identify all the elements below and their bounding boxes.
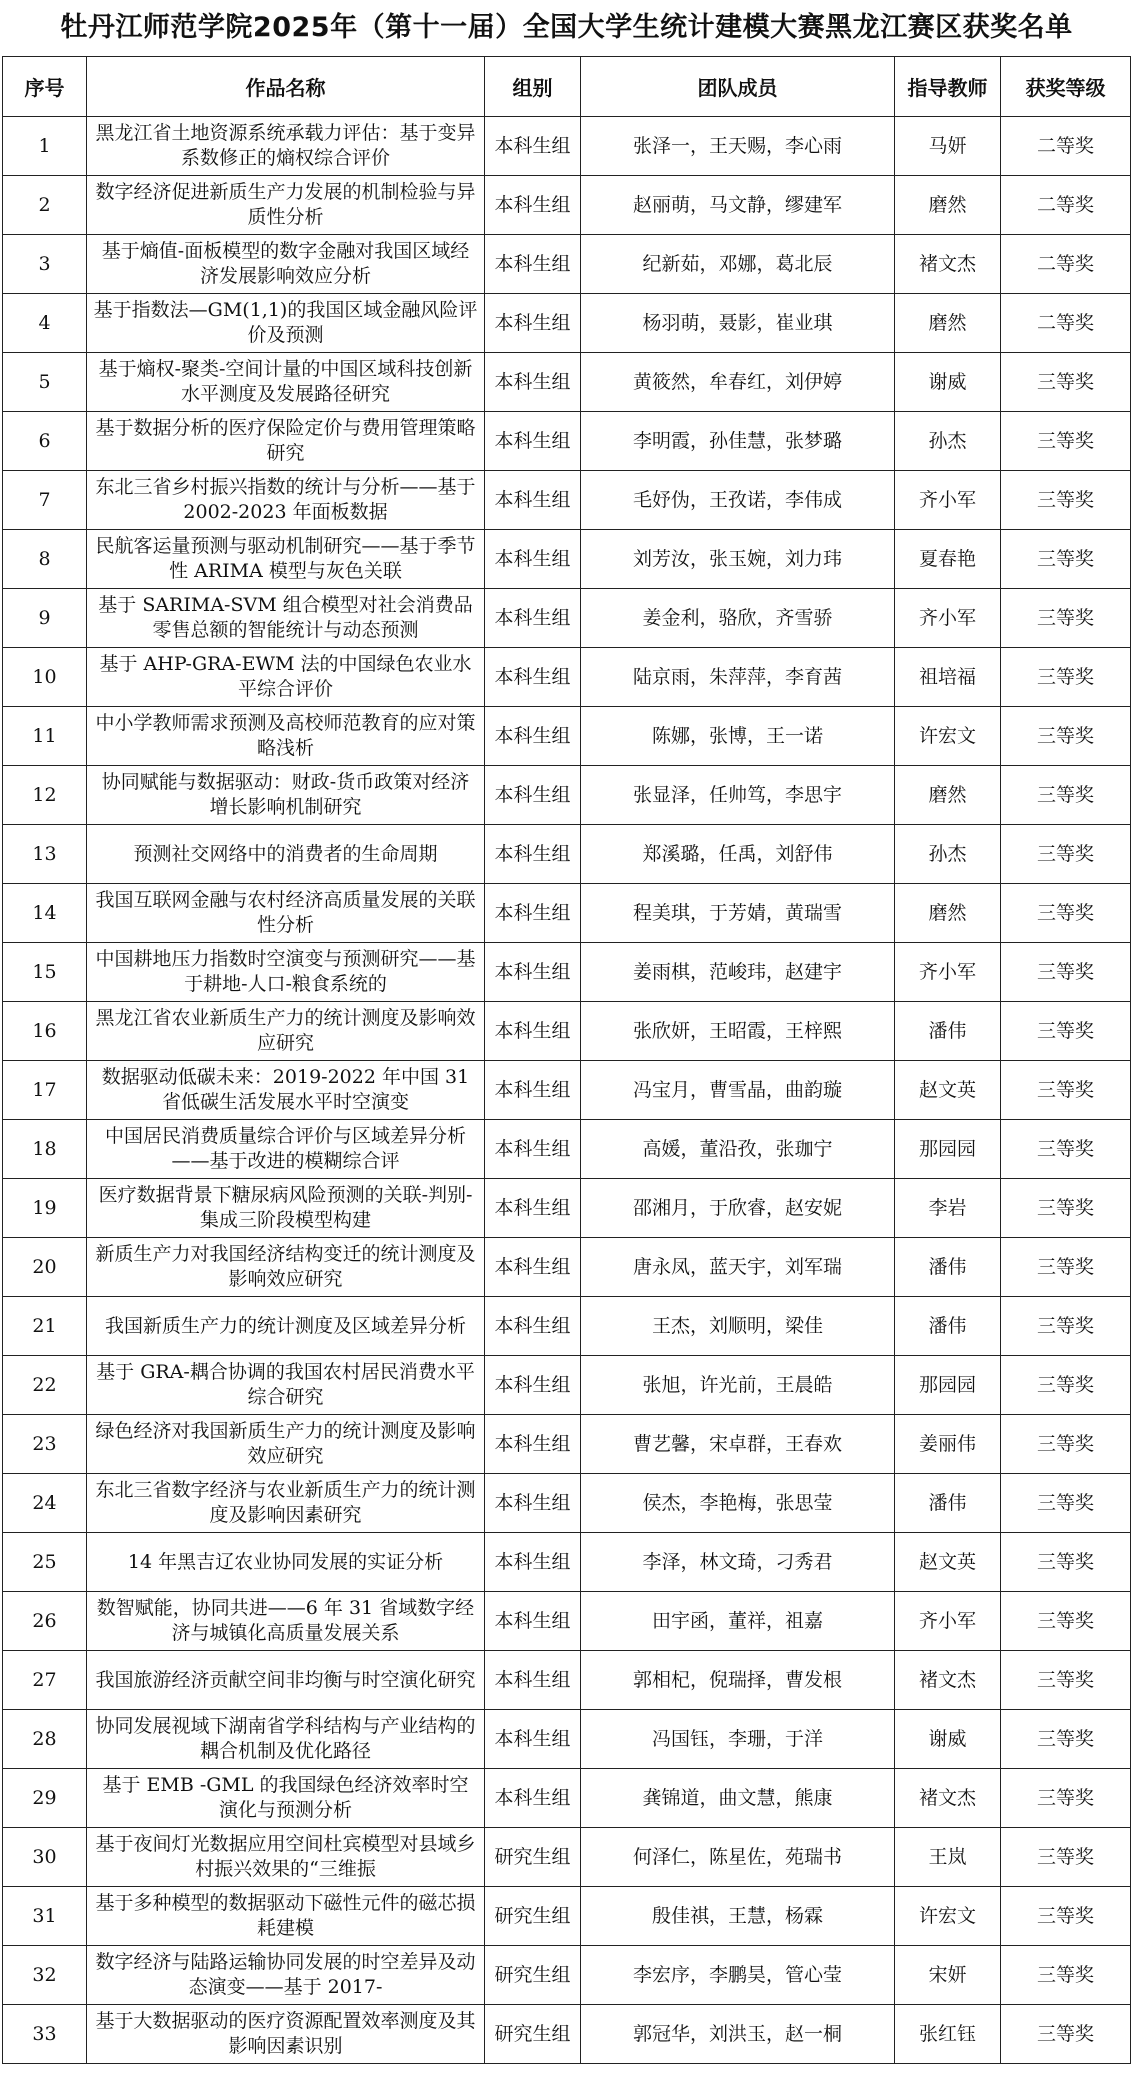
row-number: 31	[3, 1887, 87, 1946]
work-title: 中小学教师需求预测及高校师范教育的应对策略浅析	[87, 707, 485, 766]
advisor: 谢威	[895, 1710, 1001, 1769]
group-cell: 本科生组	[485, 707, 581, 766]
team-members: 黄筱然，牟春红，刘伊婷	[581, 353, 895, 412]
work-title: 协同发展视域下湖南省学科结构与产业结构的耦合机制及优化路径	[87, 1710, 485, 1769]
group-cell: 本科生组	[485, 176, 581, 235]
work-title: 黑龙江省土地资源系统承载力评估：基于变异系数修正的熵权综合评价	[87, 117, 485, 176]
group-cell: 本科生组	[485, 1356, 581, 1415]
work-title: 基于数据分析的医疗保险定价与费用管理策略研究	[87, 412, 485, 471]
team-members: 纪新茹，邓娜，葛北辰	[581, 235, 895, 294]
award-level: 三等奖	[1001, 1179, 1131, 1238]
advisor: 磨然	[895, 884, 1001, 943]
group-cell: 研究生组	[485, 1946, 581, 2005]
group-cell: 研究生组	[485, 2005, 581, 2064]
team-members: 赵丽萌，马文静，缪建军	[581, 176, 895, 235]
table-row	[3, 1474, 1131, 1533]
group-cell: 本科生组	[485, 117, 581, 176]
team-members: 程美琪，于芳婧，黄瑞雪	[581, 884, 895, 943]
header-team-members: 团队成员	[581, 57, 895, 117]
row-number: 24	[3, 1474, 87, 1533]
group-cell: 本科生组	[485, 530, 581, 589]
award-level: 三等奖	[1001, 1356, 1131, 1415]
award-level: 三等奖	[1001, 1887, 1131, 1946]
row-number: 8	[3, 530, 87, 589]
award-level: 三等奖	[1001, 943, 1131, 1002]
group-cell: 本科生组	[485, 943, 581, 1002]
work-title: 数据驱动低碳未来：2019-2022 年中国 31 省低碳生活发展水平时空演变	[87, 1061, 485, 1120]
group-cell: 本科生组	[485, 1002, 581, 1061]
table-row	[3, 943, 1131, 1002]
advisor: 那园园	[895, 1356, 1001, 1415]
group-cell: 本科生组	[485, 353, 581, 412]
row-number: 2	[3, 176, 87, 235]
group-cell: 本科生组	[485, 884, 581, 943]
group-cell: 本科生组	[485, 471, 581, 530]
advisor: 宋妍	[895, 1946, 1001, 2005]
row-number: 20	[3, 1238, 87, 1297]
table-row	[3, 1592, 1131, 1651]
award-level: 三等奖	[1001, 707, 1131, 766]
award-level: 三等奖	[1001, 1238, 1131, 1297]
table-row	[3, 176, 1131, 235]
team-members: 张显泽，任帅笃，李思宇	[581, 766, 895, 825]
team-members: 田宇函，董祥，祖嘉	[581, 1592, 895, 1651]
group-cell: 本科生组	[485, 1061, 581, 1120]
award-level: 三等奖	[1001, 412, 1131, 471]
table-row	[3, 294, 1131, 353]
row-number: 1	[3, 117, 87, 176]
table-row	[3, 1297, 1131, 1356]
work-title: 数字经济促进新质生产力发展的机制检验与异质性分析	[87, 176, 485, 235]
award-level: 三等奖	[1001, 471, 1131, 530]
group-cell: 研究生组	[485, 1828, 581, 1887]
row-number: 11	[3, 707, 87, 766]
row-number: 32	[3, 1946, 87, 2005]
work-title: 14 年黑吉辽农业协同发展的实证分析	[87, 1533, 485, 1592]
work-title: 我国旅游经济贡献空间非均衡与时空演化研究	[87, 1651, 485, 1710]
team-members: 李宏序，李鹏昊，管心莹	[581, 1946, 895, 2005]
award-level: 三等奖	[1001, 1415, 1131, 1474]
row-number: 9	[3, 589, 87, 648]
award-level: 二等奖	[1001, 235, 1131, 294]
row-number: 7	[3, 471, 87, 530]
row-number: 12	[3, 766, 87, 825]
work-title: 民航客运量预测与驱动机制研究——基于季节性 ARIMA 模型与灰色关联	[87, 530, 485, 589]
group-cell: 本科生组	[485, 1769, 581, 1828]
table-row	[3, 1002, 1131, 1061]
team-members: 张欣妍，王昭霞，王梓熙	[581, 1002, 895, 1061]
advisor: 褚文杰	[895, 1651, 1001, 1710]
award-level: 三等奖	[1001, 1710, 1131, 1769]
advisor: 祖培福	[895, 648, 1001, 707]
advisor: 褚文杰	[895, 235, 1001, 294]
award-level: 三等奖	[1001, 648, 1131, 707]
team-members: 郭相杞，倪瑞择，曹发根	[581, 1651, 895, 1710]
row-number: 6	[3, 412, 87, 471]
team-members: 高媛，董沿孜，张珈宁	[581, 1120, 895, 1179]
work-title: 预测社交网络中的消费者的生命周期	[87, 825, 485, 884]
table-row	[3, 1356, 1131, 1415]
table-row	[3, 353, 1131, 412]
award-level: 二等奖	[1001, 294, 1131, 353]
group-cell: 本科生组	[485, 1238, 581, 1297]
team-members: 曹艺馨，宋卓群，王春欢	[581, 1415, 895, 1474]
award-level: 三等奖	[1001, 1592, 1131, 1651]
award-level: 三等奖	[1001, 2005, 1131, 2064]
work-title: 东北三省数字经济与农业新质生产力的统计测度及影响因素研究	[87, 1474, 485, 1533]
table-row	[3, 412, 1131, 471]
group-cell: 本科生组	[485, 412, 581, 471]
row-number: 14	[3, 884, 87, 943]
table-row	[3, 117, 1131, 176]
work-title: 新质生产力对我国经济结构变迁的统计测度及影响效应研究	[87, 1238, 485, 1297]
group-cell: 研究生组	[485, 1887, 581, 1946]
table-row	[3, 707, 1131, 766]
work-title: 基于 EMB -GML 的我国绿色经济效率时空演化与预测分析	[87, 1769, 485, 1828]
award-table	[2, 56, 1131, 2064]
advisor: 磨然	[895, 176, 1001, 235]
group-cell: 本科生组	[485, 1297, 581, 1356]
table-row	[3, 471, 1131, 530]
document-title: 牡丹江师范学院2025年（第十一届）全国大学生统计建模大赛黑龙江赛区获奖名单	[60, 12, 1073, 43]
table-row	[3, 2005, 1131, 2064]
award-level: 三等奖	[1001, 766, 1131, 825]
team-members: 张泽一，王天赐，李心雨	[581, 117, 895, 176]
header-award-level: 获奖等级	[1001, 57, 1131, 117]
row-number: 30	[3, 1828, 87, 1887]
team-members: 陈娜，张博，王一诺	[581, 707, 895, 766]
team-members: 唐永凤，蓝天宇，刘军瑞	[581, 1238, 895, 1297]
header-group: 组别	[485, 57, 581, 117]
row-number: 23	[3, 1415, 87, 1474]
group-cell: 本科生组	[485, 235, 581, 294]
work-title: 中国耕地压力指数时空演变与预测研究——基于耕地-人口-粮食系统的	[87, 943, 485, 1002]
row-number: 21	[3, 1297, 87, 1356]
advisor: 齐小军	[895, 589, 1001, 648]
advisor: 孙杰	[895, 825, 1001, 884]
row-number: 10	[3, 648, 87, 707]
award-level: 三等奖	[1001, 1828, 1131, 1887]
row-number: 28	[3, 1710, 87, 1769]
group-cell: 本科生组	[485, 1710, 581, 1769]
advisor: 那园园	[895, 1120, 1001, 1179]
advisor: 齐小军	[895, 943, 1001, 1002]
team-members: 何泽仁，陈星佐，苑瑞书	[581, 1828, 895, 1887]
row-number: 5	[3, 353, 87, 412]
award-level: 三等奖	[1001, 1651, 1131, 1710]
award-level: 三等奖	[1001, 1533, 1131, 1592]
work-title: 基于大数据驱动的医疗资源配置效率测度及其影响因素识别	[87, 2005, 485, 2064]
group-cell: 本科生组	[485, 825, 581, 884]
group-cell: 本科生组	[485, 1651, 581, 1710]
row-number: 15	[3, 943, 87, 1002]
advisor: 潘伟	[895, 1297, 1001, 1356]
advisor: 潘伟	[895, 1474, 1001, 1533]
advisor: 潘伟	[895, 1238, 1001, 1297]
advisor: 李岩	[895, 1179, 1001, 1238]
advisor: 赵文英	[895, 1061, 1001, 1120]
advisor: 褚文杰	[895, 1769, 1001, 1828]
team-members: 李泽，林文琦，刁秀君	[581, 1533, 895, 1592]
row-number: 3	[3, 235, 87, 294]
group-cell: 本科生组	[485, 766, 581, 825]
group-cell: 本科生组	[485, 1474, 581, 1533]
team-members: 毛妤伪，王孜诺，李伟成	[581, 471, 895, 530]
work-title: 医疗数据背景下糖尿病风险预测的关联-判别-集成三阶段模型构建	[87, 1179, 485, 1238]
table-row	[3, 1710, 1131, 1769]
row-number: 25	[3, 1533, 87, 1592]
award-level: 三等奖	[1001, 353, 1131, 412]
row-number: 33	[3, 2005, 87, 2064]
table-row	[3, 589, 1131, 648]
table-row	[3, 1887, 1131, 1946]
table-row	[3, 766, 1131, 825]
header-work-title: 作品名称	[87, 57, 485, 117]
table-row	[3, 1120, 1131, 1179]
advisor: 潘伟	[895, 1002, 1001, 1061]
award-level: 三等奖	[1001, 1297, 1131, 1356]
row-number: 29	[3, 1769, 87, 1828]
row-number: 16	[3, 1002, 87, 1061]
work-title: 基于 GRA-耦合协调的我国农村居民消费水平综合研究	[87, 1356, 485, 1415]
group-cell: 本科生组	[485, 294, 581, 353]
table-row	[3, 530, 1131, 589]
advisor: 许宏文	[895, 1887, 1001, 1946]
group-cell: 本科生组	[485, 1533, 581, 1592]
team-members: 杨羽萌，聂影，崔业琪	[581, 294, 895, 353]
table-row	[3, 1651, 1131, 1710]
award-level: 二等奖	[1001, 117, 1131, 176]
team-members: 龚锦道，曲文慧，熊康	[581, 1769, 895, 1828]
table-row	[3, 1061, 1131, 1120]
row-number: 26	[3, 1592, 87, 1651]
team-members: 冯宝月，曹雪晶，曲韵璇	[581, 1061, 895, 1120]
row-number: 22	[3, 1356, 87, 1415]
team-members: 姜雨棋，范峻玮，赵建宇	[581, 943, 895, 1002]
table-row	[3, 1533, 1131, 1592]
row-number: 27	[3, 1651, 87, 1710]
header-advisor: 指导教师	[895, 57, 1001, 117]
award-level: 三等奖	[1001, 530, 1131, 589]
team-members: 姜金利，骆欣，齐雪骄	[581, 589, 895, 648]
advisor: 张红钰	[895, 2005, 1001, 2064]
table-row	[3, 1238, 1131, 1297]
advisor: 夏春艳	[895, 530, 1001, 589]
table-row	[3, 1946, 1131, 2005]
award-level: 三等奖	[1001, 1946, 1131, 2005]
advisor: 谢威	[895, 353, 1001, 412]
team-members: 郑溪璐，任禹，刘舒伟	[581, 825, 895, 884]
work-title: 协同赋能与数据驱动：财政-货币政策对经济增长影响机制研究	[87, 766, 485, 825]
table-row	[3, 235, 1131, 294]
team-members: 刘芳汝，张玉婉，刘力玮	[581, 530, 895, 589]
work-title: 基于夜间灯光数据应用空间杜宾模型对县域乡村振兴效果的“三维振	[87, 1828, 485, 1887]
award-level: 二等奖	[1001, 176, 1131, 235]
team-members: 郭冠华，刘洪玉，赵一桐	[581, 2005, 895, 2064]
advisor: 王岚	[895, 1828, 1001, 1887]
group-cell: 本科生组	[485, 1120, 581, 1179]
award-level: 三等奖	[1001, 1061, 1131, 1120]
table-row	[3, 648, 1131, 707]
work-title: 绿色经济对我国新质生产力的统计测度及影响效应研究	[87, 1415, 485, 1474]
work-title: 中国居民消费质量综合评价与区域差异分析——基于改进的模糊综合评	[87, 1120, 485, 1179]
team-members: 侯杰，李艳梅，张思莹	[581, 1474, 895, 1533]
award-level: 三等奖	[1001, 589, 1131, 648]
table-row	[3, 1179, 1131, 1238]
row-number: 4	[3, 294, 87, 353]
group-cell: 本科生组	[485, 1179, 581, 1238]
award-level: 三等奖	[1001, 1002, 1131, 1061]
work-title: 基于多种模型的数据驱动下磁性元件的磁芯损耗建模	[87, 1887, 485, 1946]
group-cell: 本科生组	[485, 1592, 581, 1651]
table-row	[3, 1415, 1131, 1474]
advisor: 姜丽伟	[895, 1415, 1001, 1474]
table-row	[3, 1828, 1131, 1887]
work-title: 我国新质生产力的统计测度及区域差异分析	[87, 1297, 485, 1356]
advisor: 许宏文	[895, 707, 1001, 766]
advisor: 齐小军	[895, 1592, 1001, 1651]
work-title: 基于指数法—GM(1,1)的我国区域金融风险评价及预测	[87, 294, 485, 353]
team-members: 冯国钰，李珊，于洋	[581, 1710, 895, 1769]
team-members: 陆京雨，朱萍萍，李育茜	[581, 648, 895, 707]
table-row	[3, 825, 1131, 884]
work-title: 黑龙江省农业新质生产力的统计测度及影响效应研究	[87, 1002, 485, 1061]
row-number: 19	[3, 1179, 87, 1238]
group-cell: 本科生组	[485, 589, 581, 648]
team-members: 殷佳祺，王慧，杨霖	[581, 1887, 895, 1946]
advisor: 孙杰	[895, 412, 1001, 471]
row-number: 17	[3, 1061, 87, 1120]
team-members: 邵湘月，于欣睿，赵安妮	[581, 1179, 895, 1238]
work-title: 数智赋能，协同共进——6 年 31 省域数字经济与城镇化高质量发展关系	[87, 1592, 485, 1651]
table-row	[3, 884, 1131, 943]
award-level: 三等奖	[1001, 884, 1131, 943]
advisor: 齐小军	[895, 471, 1001, 530]
team-members: 李明霞，孙佳慧，张梦璐	[581, 412, 895, 471]
table-row	[3, 1769, 1131, 1828]
work-title: 基于 SARIMA-SVM 组合模型对社会消费品零售总额的智能统计与动态预测	[87, 589, 485, 648]
work-title: 我国互联网金融与农村经济高质量发展的关联性分析	[87, 884, 485, 943]
advisor: 赵文英	[895, 1533, 1001, 1592]
work-title: 基于 AHP-GRA-EWM 法的中国绿色农业水平综合评价	[87, 648, 485, 707]
work-title: 数字经济与陆路运输协同发展的时空差异及动态演变——基于 2017-	[87, 1946, 485, 2005]
team-members: 王杰，刘顺明，梁佳	[581, 1297, 895, 1356]
advisor: 磨然	[895, 294, 1001, 353]
advisor: 磨然	[895, 766, 1001, 825]
award-level: 三等奖	[1001, 1769, 1131, 1828]
work-title: 基于熵权-聚类-空间计量的中国区域科技创新水平测度及发展路径研究	[87, 353, 485, 412]
header-number: 序号	[3, 57, 87, 117]
advisor: 马妍	[895, 117, 1001, 176]
team-members: 张旭，许光前，王晨皓	[581, 1356, 895, 1415]
award-level: 三等奖	[1001, 1120, 1131, 1179]
work-title: 东北三省乡村振兴指数的统计与分析——基于 2002-2023 年面板数据	[87, 471, 485, 530]
work-title: 基于熵值-面板模型的数字金融对我国区域经济发展影响效应分析	[87, 235, 485, 294]
group-cell: 本科生组	[485, 1415, 581, 1474]
row-number: 13	[3, 825, 87, 884]
table-header-row	[3, 57, 1131, 117]
row-number: 18	[3, 1120, 87, 1179]
award-level: 三等奖	[1001, 825, 1131, 884]
award-level: 三等奖	[1001, 1474, 1131, 1533]
group-cell: 本科生组	[485, 648, 581, 707]
